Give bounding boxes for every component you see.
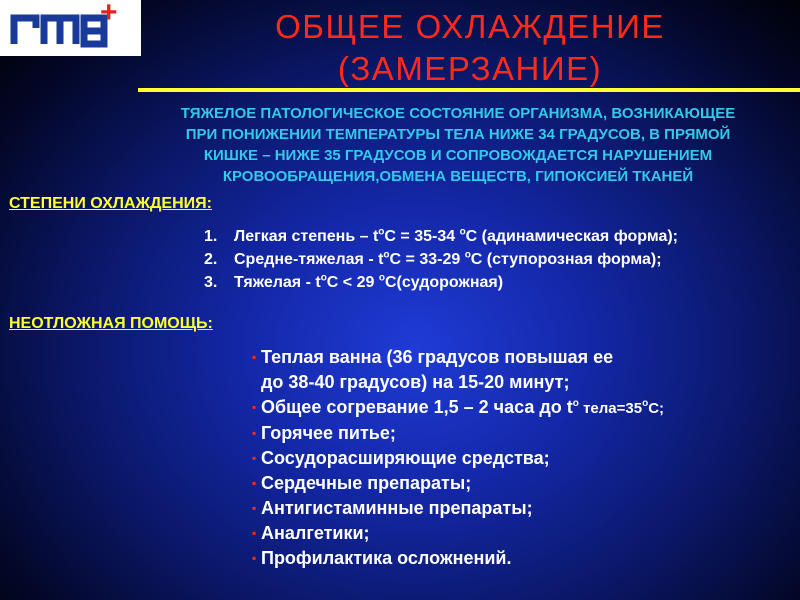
degrees-list bbox=[204, 225, 678, 294]
definition-line: КРОВООБРАЩЕНИЯ,ОБМЕНА ВЕЩЕСТВ, ГИПОКСИЕЙ ТКАНЕЙ bbox=[222, 168, 694, 185]
help-heading: НЕОТЛОЖНАЯ ПОМОЩЬ: bbox=[9, 315, 213, 332]
help-item: ▪ Профилактика осложнений. bbox=[252, 546, 664, 571]
bullet-icon: ▪ bbox=[252, 400, 257, 414]
logo bbox=[0, 0, 141, 56]
definition-line: ТЯЖЕЛОЕ ПАТОЛОГИЧЕСКОЕ СОСТОЯНИЕ ОРГАНИЗМА, ВОЗНИКАЮЩЕЕ bbox=[180, 105, 736, 122]
definition-line: ПРИ ПОНИЖЕНИИ ТЕМПЕРАТУРЫ ТЕЛА НИЖЕ 34 ГРАДУСОВ, В ПРЯМОЙ bbox=[185, 126, 731, 143]
title-line-1: ОБЩЕЕ ОХЛАЖДЕНИЕ bbox=[275, 8, 665, 45]
help-list bbox=[252, 345, 664, 571]
help-item: ▪ Аналгетики; bbox=[252, 521, 664, 546]
bullet-icon: ▪ bbox=[252, 426, 257, 440]
degrees-heading: СТЕПЕНИ ОХЛАЖДЕНИЯ: bbox=[9, 195, 212, 212]
help-item: ▪ Теплая ванна (36 градусов повышая ее bbox=[252, 345, 664, 370]
help-item: ▪ Общее согревание 1,5 – 2 часа до $t^о$ $тела=35^оС$; bbox=[252, 395, 664, 421]
degree-item: 3. Тяжелая - $t^оС < 29$ $^о$С(судорожная) bbox=[204, 272, 504, 291]
title-underline bbox=[138, 88, 800, 92]
bullet-icon: ▪ bbox=[252, 501, 257, 515]
logo-plus: + bbox=[100, 0, 118, 29]
definition-text bbox=[118, 103, 798, 187]
bullet-icon: ▪ bbox=[252, 350, 257, 364]
help-item: ▪ Сердечные препараты; bbox=[252, 471, 664, 496]
bullet-icon: ▪ bbox=[252, 476, 257, 490]
help-item: ▪ Сосудорасширяющие средства; bbox=[252, 446, 664, 471]
slide-title bbox=[170, 6, 770, 90]
bullet-icon: ▪ bbox=[252, 451, 257, 465]
help-item: ▪ Горячее питье; bbox=[252, 421, 664, 446]
definition-line: КИШКЕ – НИЖЕ 35 ГРАДУСОВ И СОПРОВОЖДАЕТСЯ НАРУШЕНИЕМ bbox=[203, 147, 713, 164]
help-item-continuation: до 38-40 градусов) на 15-20 минут; bbox=[261, 372, 570, 392]
degree-item: 2. Средне-тяжелая - $t^оС = 33-29$ $^о$С (ступорозная форма); bbox=[204, 249, 662, 268]
degree-item: 1. Легкая степень – $t^оС = 35-34$ $^о$С (адинамическая форма); bbox=[204, 226, 678, 245]
bullet-icon: ▪ bbox=[252, 551, 257, 565]
help-item: ▪ Антигистаминные препараты; bbox=[252, 496, 664, 521]
bullet-icon: ▪ bbox=[252, 526, 257, 540]
logo-icon bbox=[0, 0, 141, 56]
title-line-2: (ЗАМЕРЗАНИЕ) bbox=[337, 50, 603, 87]
